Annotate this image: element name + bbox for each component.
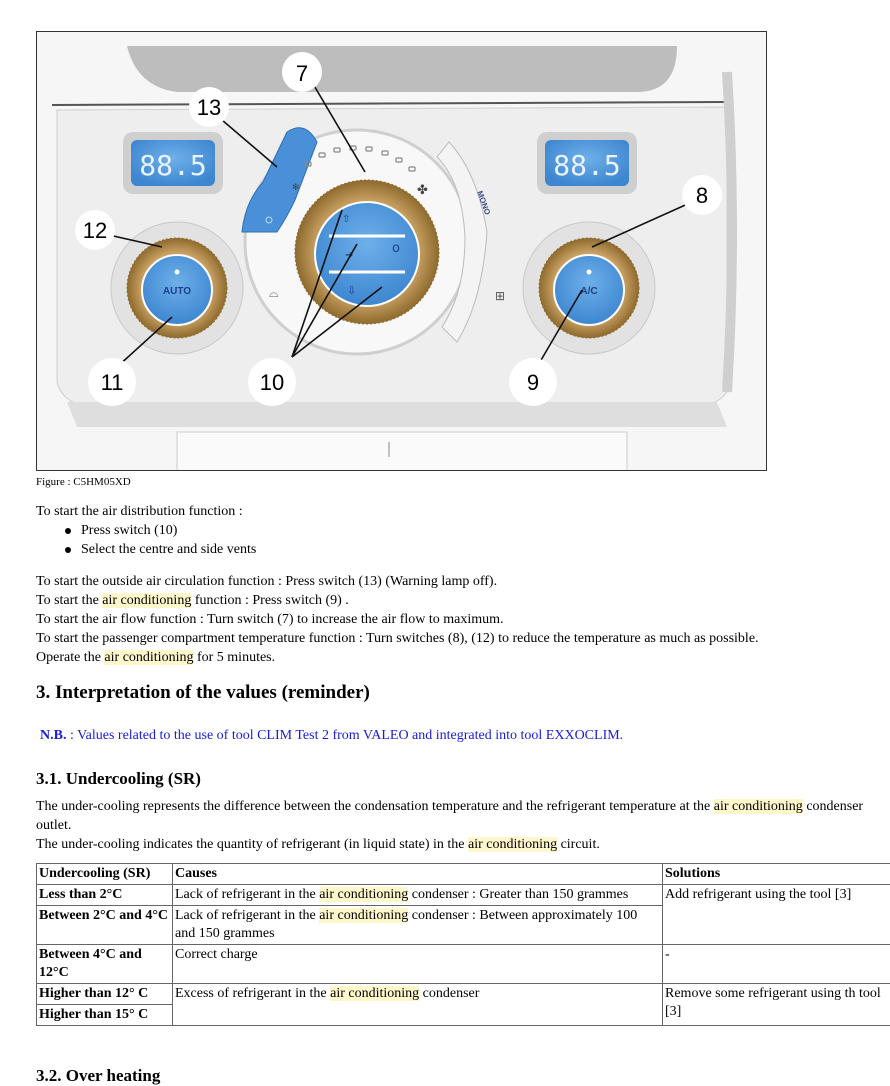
sr-cell: Less than 2°C xyxy=(37,885,173,906)
callout-7: 7 xyxy=(296,61,308,86)
callout-11: 11 xyxy=(101,370,124,395)
left-display-value: 88.5 xyxy=(139,149,206,182)
vent-mode-icon: o xyxy=(392,241,400,256)
climate-panel-illustration xyxy=(37,32,767,471)
ac-button-label: A/C xyxy=(580,286,597,297)
cause-cell: Correct charge xyxy=(173,945,663,984)
climate-control-figure xyxy=(36,31,767,471)
nb-label: N.B. xyxy=(40,728,66,743)
front-demist-icon: ⌓ xyxy=(269,286,279,300)
sr-cell: Higher than 15° C xyxy=(37,1005,173,1026)
function-instructions xyxy=(36,572,759,667)
bullet-item: Select the centre and side vents xyxy=(81,540,256,559)
callout-9: 9 xyxy=(527,370,539,395)
cause-cell: Lack of refrigerant in the air conditioning condenser : Greater than 150 grammes xyxy=(173,885,663,906)
undercooling-description xyxy=(36,797,886,854)
description-paragraph: The under-cooling indicates the quantity of refrigerant (in liquid state) in the air conditioning circuit. xyxy=(36,835,886,854)
vent-up-icon: ⇧ xyxy=(342,214,350,225)
section-3-2-heading: 3.2. Over heating xyxy=(36,1066,160,1086)
description-paragraph: The under-cooling represents the difference between the condensation temperature and the refrigerant temperature at the air conditioning condenser outlet. xyxy=(36,797,886,835)
nb-text: : Values related to the use of tool CLIM Test 2 from VALEO and integrated into tool EXXOCLIM. xyxy=(66,728,623,743)
cause-cell: Excess of refrigerant in the air conditioning condenser xyxy=(173,984,663,1026)
instruction-line: To start the air flow function : Turn switch (7) to increase the air flow to maximum. xyxy=(36,610,759,629)
mono-label: MONO xyxy=(475,190,492,216)
instruction-line: To start the outside air circulation function : Press switch (13) (Warning lamp off). xyxy=(36,572,759,591)
top-vent xyxy=(127,46,677,92)
highlighted-term: air conditioning xyxy=(102,593,191,608)
undercooling-table xyxy=(36,863,890,1026)
table-row xyxy=(37,885,890,906)
callout-8: 8 xyxy=(696,183,708,208)
column-header: Causes xyxy=(173,864,663,885)
callout-10: 10 xyxy=(260,370,284,395)
column-header: Undercooling (SR) xyxy=(37,864,173,885)
nb-note xyxy=(40,728,623,744)
highlighted-term: air conditioning xyxy=(714,799,803,814)
air-distribution-instructions xyxy=(36,502,256,559)
right-display-value: 88.5 xyxy=(553,149,620,182)
rear-demist-icon: ⊞ xyxy=(495,289,505,303)
instruction-intro: To start the air distribution function : xyxy=(36,502,256,521)
section-3-1-heading: 3.1. Undercooling (SR) xyxy=(36,769,201,789)
table-header-row xyxy=(37,864,890,885)
table-row xyxy=(37,984,890,1005)
sr-cell: Between 2°C and 4°C xyxy=(37,906,173,945)
auto-button-label: AUTO xyxy=(163,286,191,297)
callout-12: 12 xyxy=(83,218,107,243)
bullet-item: Press switch (10) xyxy=(81,521,256,540)
sr-cell: Between 4°C and 12°C xyxy=(37,945,173,984)
fan-high-icon: ✤ xyxy=(417,183,428,198)
figure-caption: Figure : C5HM05XD xyxy=(36,476,131,488)
column-header: Solutions xyxy=(663,864,890,885)
cause-cell: Lack of refrigerant in the air conditioning condenser : Between approximately 100 and 150 grammes xyxy=(173,906,663,945)
section-3-heading: 3. Interpretation of the values (reminder) xyxy=(36,682,370,704)
instruction-line: To start the passenger compartment temperature function : Turn switches (8), (12) to reduce the temperature as much as possible. xyxy=(36,629,759,648)
callout-13: 13 xyxy=(197,95,221,120)
highlighted-term: air conditioning xyxy=(104,650,193,665)
instruction-line: Operate the air conditioning for 5 minutes. xyxy=(36,648,759,667)
vent-face-icon: ➔ xyxy=(345,250,353,261)
table-row xyxy=(37,945,890,984)
instruction-bullets xyxy=(36,521,256,559)
solution-cell: Remove some refrigerant using th tool [3] xyxy=(663,984,890,1026)
solution-cell: - xyxy=(663,945,890,984)
instruction-line: To start the air conditioning function : Press switch (9) . xyxy=(36,591,759,610)
fan-low-icon: ✻ xyxy=(292,183,300,193)
solution-cell: Add refrigerant using the tool [3] xyxy=(663,885,890,945)
sr-cell: Higher than 12° C xyxy=(37,984,173,1005)
highlighted-term: air conditioning xyxy=(468,837,557,852)
vent-feet-icon: ⇩ xyxy=(347,284,356,297)
